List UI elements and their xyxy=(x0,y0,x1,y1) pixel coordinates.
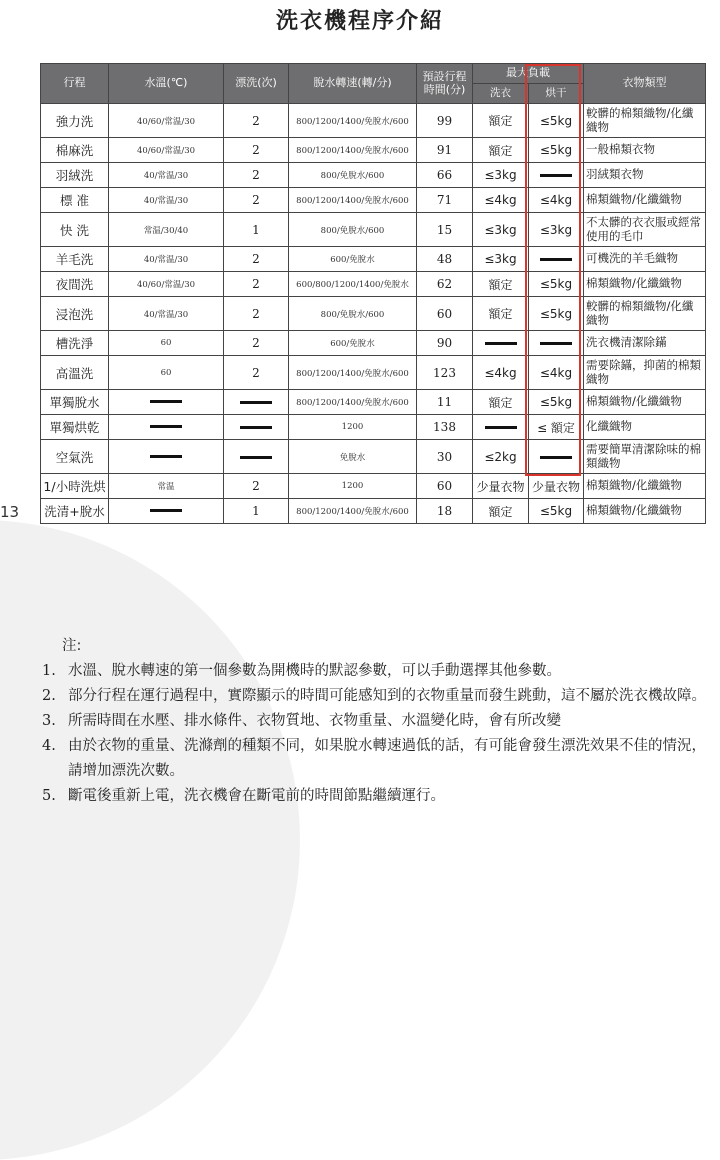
dash-placeholder xyxy=(485,342,517,345)
cell-program: 快 洗 xyxy=(41,213,109,247)
cell-rinse: 1 xyxy=(224,213,289,247)
table-row xyxy=(41,272,706,297)
cell-clothes-type: 棉類織物/化纖織物 xyxy=(584,499,706,524)
table-row xyxy=(41,440,706,474)
cell-clothes-type: 可機洗的羊毛織物 xyxy=(584,247,706,272)
cell-max-load-dry xyxy=(529,247,584,272)
cell-preset-time: 123 xyxy=(417,356,473,390)
note-item xyxy=(42,684,712,709)
table-row xyxy=(41,163,706,188)
note-number: 4. xyxy=(42,738,56,754)
cell-spin-speed: 800/免脫水/600 xyxy=(289,163,417,188)
header-clothes-type: 衣物類型 xyxy=(584,64,706,104)
program-table xyxy=(40,63,706,524)
dash-placeholder xyxy=(150,400,182,403)
header-program: 行程 xyxy=(41,64,109,104)
page-title: 洗衣機程序介紹 xyxy=(275,9,444,34)
cell-max-load-dry xyxy=(529,440,584,474)
cell-rinse: 2 xyxy=(224,188,289,213)
note-number: 3. xyxy=(42,713,56,729)
cell-preset-time: 66 xyxy=(417,163,473,188)
cell-clothes-type: 需要除鏋，抑菌的棉類織物 xyxy=(584,356,706,390)
dash-placeholder xyxy=(485,426,517,429)
table-row xyxy=(41,331,706,356)
cell-water-temp: 40/常温/30 xyxy=(109,297,224,331)
cell-max-load-dry xyxy=(529,163,584,188)
table-row xyxy=(41,390,706,415)
cell-water-temp: 40/常温/30 xyxy=(109,188,224,213)
cell-max-load-wash: 額定 xyxy=(473,297,529,331)
cell-clothes-type: 羽絨類衣物 xyxy=(584,163,706,188)
cell-max-load-dry: 少量衣物 xyxy=(529,474,584,499)
cell-preset-time: 18 xyxy=(417,499,473,524)
cell-rinse: 2 xyxy=(224,138,289,163)
cell-rinse: 2 xyxy=(224,297,289,331)
cell-max-load-dry: ≤5kg xyxy=(529,390,584,415)
cell-spin-speed: 800/1200/1400/免脫水/600 xyxy=(289,356,417,390)
note-item xyxy=(42,709,712,734)
cell-max-load-wash: 額定 xyxy=(473,104,529,138)
cell-max-load-wash: ≤3kg xyxy=(473,213,529,247)
cell-clothes-type: 需要簡單清潔除味的棉類織物 xyxy=(584,440,706,474)
dash-placeholder xyxy=(540,456,572,459)
cell-max-load-dry: ≤5kg xyxy=(529,499,584,524)
cell-program: 標 准 xyxy=(41,188,109,213)
cell-max-load-wash: ≤4kg xyxy=(473,188,529,213)
note-number: 5. xyxy=(42,788,56,804)
cell-max-load-wash: ≤3kg xyxy=(473,163,529,188)
cell-program: 夜間洗 xyxy=(41,272,109,297)
cell-preset-time: 71 xyxy=(417,188,473,213)
cell-preset-time: 138 xyxy=(417,415,473,440)
cell-max-load-dry: ≤4kg xyxy=(529,356,584,390)
cell-max-load-wash: 額定 xyxy=(473,272,529,297)
cell-rinse xyxy=(224,390,289,415)
cell-max-load-wash: ≤2kg xyxy=(473,440,529,474)
cell-clothes-type: 不太髒的衣衣服或經常使用的毛巾 xyxy=(584,213,706,247)
cell-spin-speed: 600/免脫水 xyxy=(289,247,417,272)
cell-max-load-wash: 少量衣物 xyxy=(473,474,529,499)
cell-water-temp xyxy=(109,415,224,440)
cell-program: 浸泡洗 xyxy=(41,297,109,331)
cell-max-load-wash: ≤3kg xyxy=(473,247,529,272)
dash-placeholder xyxy=(150,455,182,458)
cell-max-load-wash: 額定 xyxy=(473,499,529,524)
header-rinse: 漂洗(次) xyxy=(224,64,289,104)
cell-spin-speed: 800/免脫水/600 xyxy=(289,213,417,247)
dash-placeholder xyxy=(240,456,272,459)
cell-water-temp xyxy=(109,390,224,415)
note-number: 1. xyxy=(42,663,56,679)
cell-clothes-type: 洗衣機清潔除鏋 xyxy=(584,331,706,356)
cell-preset-time: 60 xyxy=(417,474,473,499)
cell-max-load-wash: ≤4kg xyxy=(473,356,529,390)
table-row xyxy=(41,247,706,272)
cell-program: 羽絨洗 xyxy=(41,163,109,188)
cell-program: 棉麻洗 xyxy=(41,138,109,163)
cell-max-load-wash: 額定 xyxy=(473,390,529,415)
cell-rinse: 2 xyxy=(224,474,289,499)
cell-water-temp xyxy=(109,440,224,474)
cell-program: 強力洗 xyxy=(41,104,109,138)
program-table-body xyxy=(41,104,706,524)
cell-program: 高溫洗 xyxy=(41,356,109,390)
cell-program: 1/小時洗烘 xyxy=(41,474,109,499)
dash-placeholder xyxy=(150,425,182,428)
cell-max-load-dry: ≤3kg xyxy=(529,213,584,247)
table-row xyxy=(41,499,706,524)
cell-max-load-dry: ≤5kg xyxy=(529,104,584,138)
table-row xyxy=(41,213,706,247)
cell-spin-speed: 800/1200/1400/免脫水/600 xyxy=(289,188,417,213)
cell-max-load-dry: ≤4kg xyxy=(529,188,584,213)
notes-section xyxy=(42,634,712,809)
cell-water-temp: 常温 xyxy=(109,474,224,499)
note-text: 由於衣物的重量、洗滌劑的種類不同，如果脫水轉速過低的話，有可能會發生漂洗效果不佳的情況，請增加漂洗次數。 xyxy=(68,738,706,779)
cell-rinse: 2 xyxy=(224,331,289,356)
cell-preset-time: 62 xyxy=(417,272,473,297)
cell-program: 槽洗淨 xyxy=(41,331,109,356)
cell-spin-speed: 600/免脫水 xyxy=(289,331,417,356)
cell-clothes-type: 較髒的棉類織物/化纖織物 xyxy=(584,104,706,138)
cell-rinse: 2 xyxy=(224,272,289,297)
cell-program: 空氣洗 xyxy=(41,440,109,474)
background-decoration xyxy=(0,520,300,1160)
cell-water-temp: 常温/30/40 xyxy=(109,213,224,247)
cell-max-load-dry: ≤ 額定 xyxy=(529,415,584,440)
cell-spin-speed: 1200 xyxy=(289,474,417,499)
table-row xyxy=(41,297,706,331)
note-text: 水溫、脫水轉速的第一個參數為開機時的默認參數，可以手動選擇其他參數。 xyxy=(68,663,561,679)
cell-preset-time: 99 xyxy=(417,104,473,138)
cell-clothes-type: 較髒的棉類織物/化纖織物 xyxy=(584,297,706,331)
header-max-load-dry: 烘干 xyxy=(529,84,584,104)
cell-rinse: 2 xyxy=(224,356,289,390)
table-row xyxy=(41,188,706,213)
cell-water-temp: 40/60/常温/30 xyxy=(109,138,224,163)
note-item xyxy=(42,784,712,809)
header-preset-time: 預設行程時間(分) xyxy=(417,64,473,104)
header-max-load-wash: 洗衣 xyxy=(473,84,529,104)
dash-placeholder xyxy=(540,258,572,261)
cell-max-load-dry: ≤5kg xyxy=(529,272,584,297)
cell-program: 單獨脫水 xyxy=(41,390,109,415)
note-text: 所需時間在水壓、排水條件、衣物質地、衣物重量、水溫變化時，會有所改變 xyxy=(68,713,561,729)
note-text: 部分行程在運行過程中，實際顯示的時間可能感知到的衣物重量而發生跳動，這不屬於洗衣機故障。 xyxy=(68,688,706,704)
cell-rinse: 2 xyxy=(224,163,289,188)
cell-max-load-wash: 額定 xyxy=(473,138,529,163)
cell-water-temp: 40/常温/30 xyxy=(109,163,224,188)
cell-program: 洗清+脫水 xyxy=(41,499,109,524)
cell-clothes-type: 化纖織物 xyxy=(584,415,706,440)
table-row xyxy=(41,356,706,390)
dash-placeholder xyxy=(240,426,272,429)
cell-program: 羊毛洗 xyxy=(41,247,109,272)
cell-rinse: 1 xyxy=(224,499,289,524)
dash-placeholder xyxy=(540,342,572,345)
cell-max-load-dry xyxy=(529,331,584,356)
cell-rinse: 2 xyxy=(224,104,289,138)
table-row xyxy=(41,104,706,138)
header-max-load: 最大負載 xyxy=(473,64,584,84)
note-item xyxy=(42,734,712,784)
dash-placeholder xyxy=(240,401,272,404)
cell-rinse: 2 xyxy=(224,247,289,272)
cell-clothes-type: 棉類織物/化纖織物 xyxy=(584,272,706,297)
cell-spin-speed: 免脫水 xyxy=(289,440,417,474)
cell-water-temp: 40/常温/30 xyxy=(109,247,224,272)
cell-spin-speed: 800/1200/1400/免脫水/600 xyxy=(289,104,417,138)
cell-water-temp: 40/60/常温/30 xyxy=(109,272,224,297)
cell-spin-speed: 800/1200/1400/免脫水/600 xyxy=(289,499,417,524)
cell-program: 單獨烘乾 xyxy=(41,415,109,440)
cell-preset-time: 91 xyxy=(417,138,473,163)
cell-water-temp: 40/60/常温/30 xyxy=(109,104,224,138)
cell-spin-speed: 800/免脫水/600 xyxy=(289,297,417,331)
cell-max-load-dry: ≤5kg xyxy=(529,297,584,331)
cell-water-temp xyxy=(109,499,224,524)
dash-placeholder xyxy=(150,509,182,512)
cell-preset-time: 11 xyxy=(417,390,473,415)
cell-max-load-dry: ≤5kg xyxy=(529,138,584,163)
cell-clothes-type: 一般棉類衣物 xyxy=(584,138,706,163)
cell-max-load-wash xyxy=(473,415,529,440)
note-item xyxy=(42,659,712,684)
note-number: 2. xyxy=(42,688,56,704)
note-text: 斷電後重新上電，洗衣機會在斷電前的時間節點繼續運行。 xyxy=(68,788,445,804)
cell-spin-speed: 600/800/1200/1400/免脫水 xyxy=(289,272,417,297)
cell-water-temp: 60 xyxy=(109,356,224,390)
cell-preset-time: 15 xyxy=(417,213,473,247)
cell-spin-speed: 800/1200/1400/免脫水/600 xyxy=(289,138,417,163)
cell-preset-time: 48 xyxy=(417,247,473,272)
cell-water-temp: 60 xyxy=(109,331,224,356)
table-row xyxy=(41,474,706,499)
cell-clothes-type: 棉類織物/化纖織物 xyxy=(584,188,706,213)
notes-list xyxy=(42,659,712,809)
page-number: 13 xyxy=(0,503,20,521)
cell-max-load-wash xyxy=(473,331,529,356)
table-row xyxy=(41,415,706,440)
cell-preset-time: 60 xyxy=(417,297,473,331)
cell-clothes-type: 棉類織物/化纖織物 xyxy=(584,390,706,415)
header-spin-speed: 脫水轉速(轉/分) xyxy=(289,64,417,104)
cell-rinse xyxy=(224,415,289,440)
cell-rinse xyxy=(224,440,289,474)
dash-placeholder xyxy=(540,174,572,177)
cell-spin-speed: 800/1200/1400/免脫水/600 xyxy=(289,390,417,415)
table-row xyxy=(41,138,706,163)
cell-preset-time: 30 xyxy=(417,440,473,474)
cell-preset-time: 90 xyxy=(417,331,473,356)
cell-clothes-type: 棉類織物/化纖織物 xyxy=(584,474,706,499)
notes-heading: 注: xyxy=(62,638,82,654)
header-water-temp: 水溫(℃) xyxy=(109,64,224,104)
cell-spin-speed: 1200 xyxy=(289,415,417,440)
